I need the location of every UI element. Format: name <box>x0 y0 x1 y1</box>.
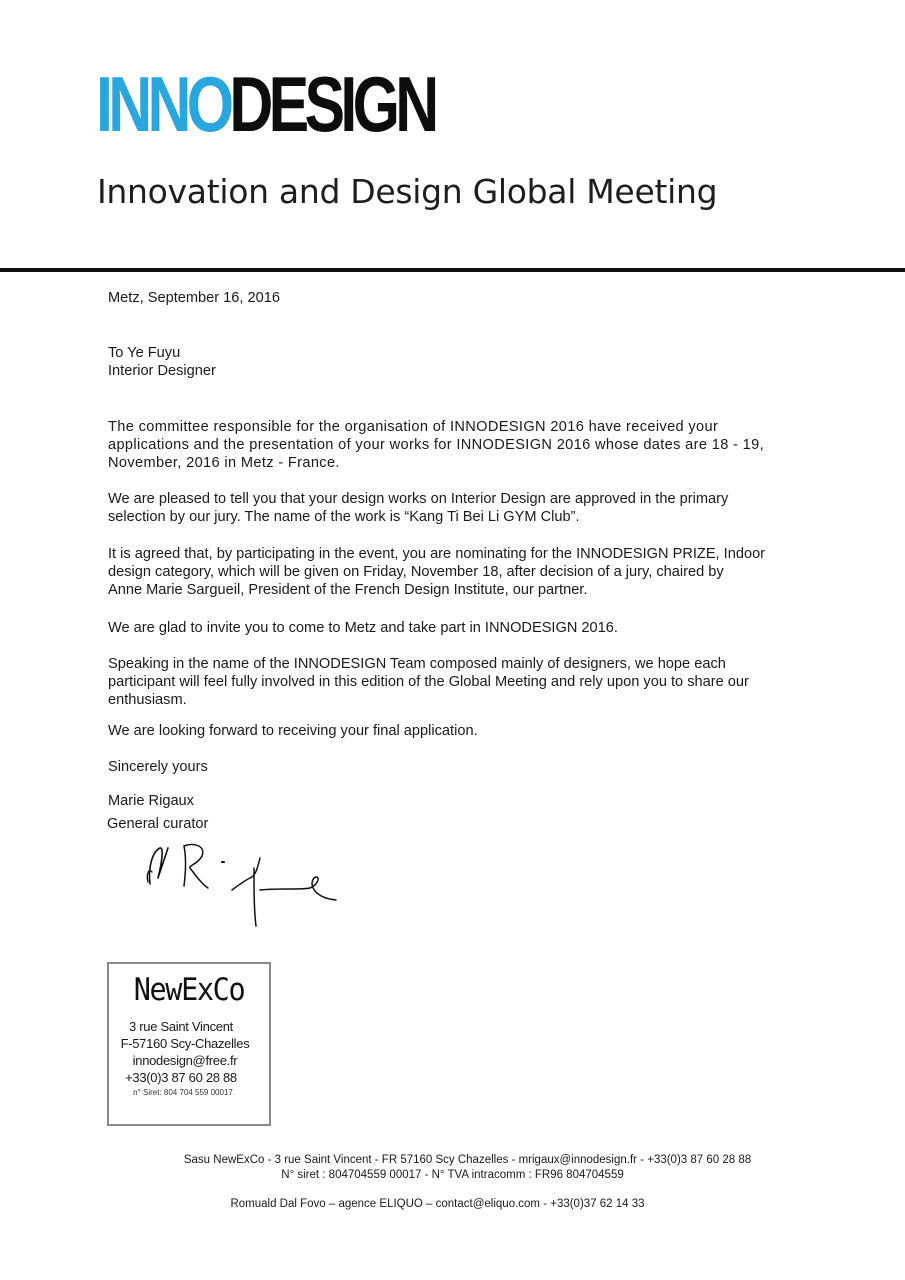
tagline: Innovation and Design Global Meeting <box>97 172 718 211</box>
stamp-address-line-1: 3 rue Saint Vincent <box>129 1019 233 1034</box>
closing: Sincerely yours <box>108 759 208 775</box>
paragraph-3-line: It is agreed that, by participating in the event, you are nominating for the INNODESIGN PRIZE, Indoor <box>108 546 766 562</box>
stamp-address-line-2: F-57160 Scy-Chazelles <box>120 1036 250 1051</box>
stamp-company-name: NewExCo <box>133 972 245 1008</box>
header-divider <box>0 268 905 272</box>
paragraph-5-line: participant will feel fully involved in this edition of the Global Meeting and rely upon you to share our <box>108 674 749 690</box>
paragraph-3 <box>108 545 803 599</box>
paragraph-3-line: design category, which will be given on Friday, November 18, after decision of a jury, chaired by <box>108 564 724 580</box>
paragraph-1-line: applications and the presentation of your works for INNODESIGN 2016 whose dates are 18 - 19, <box>108 437 765 453</box>
logo-design: DESIGN <box>229 60 435 148</box>
paragraph-2-line: We are pleased to tell you that your design works on Interior Design are approved in the primary <box>108 491 729 507</box>
paragraph-2-line: selection by our jury. The name of the work is “Kang Ti Bei Li GYM Club”. <box>108 509 580 525</box>
handwritten-signature <box>140 838 350 933</box>
paragraph-1-line: November, 2016 in Metz - France. <box>108 455 340 471</box>
stamp-phone: +33(0)3 87 60 28 88 <box>125 1070 237 1085</box>
signer-name: Marie Rigaux <box>108 793 194 809</box>
signer-title: General curator <box>107 816 209 832</box>
recipient-name: To Ye Fuyu <box>108 345 181 361</box>
paragraph-5-line: Speaking in the name of the INNODESIGN Team composed mainly of designers, we hope each <box>108 656 726 672</box>
footer-line-2: N° siret : 804704559 00017 - N° TVA intracomm : FR96 804704559 <box>281 1169 624 1181</box>
footer-line-3: Romuald Dal Fovo – agence ELIQUO – contact@eliquo.com - +33(0)37 62 14 33 <box>230 1198 645 1210</box>
recipient-title: Interior Designer <box>108 363 216 379</box>
paragraph-6: We are looking forward to receiving your final application. <box>108 723 478 739</box>
paragraph-2 <box>108 490 803 526</box>
stamp-siret: n° Siret: 804 704 559 00017 <box>133 1088 233 1097</box>
footer-line-1: Sasu NewExCo - 3 rue Saint Vincent - FR 57160 Scy Chazelles - mrigaux@innodesign.fr - +33(0)3 87 60 28 88 <box>183 1154 752 1166</box>
date-line: Metz, September 16, 2016 <box>108 290 280 306</box>
company-stamp <box>107 962 271 1126</box>
paragraph-5-line: enthusiasm. <box>108 692 187 708</box>
stamp-email: innodesign@free.fr <box>132 1053 238 1068</box>
innodesign-logo <box>96 58 435 150</box>
paragraph-3-line: Anne Marie Sargueil, President of the French Design Institute, our partner. <box>108 582 588 598</box>
logo-inno: INNO <box>96 60 230 148</box>
paragraph-1 <box>108 418 803 472</box>
paragraph-5 <box>108 655 803 709</box>
paragraph-4: We are glad to invite you to come to Metz and take part in INNODESIGN 2016. <box>108 620 618 636</box>
paragraph-1-line: The committee responsible for the organisation of INNODESIGN 2016 have received your <box>108 419 719 435</box>
